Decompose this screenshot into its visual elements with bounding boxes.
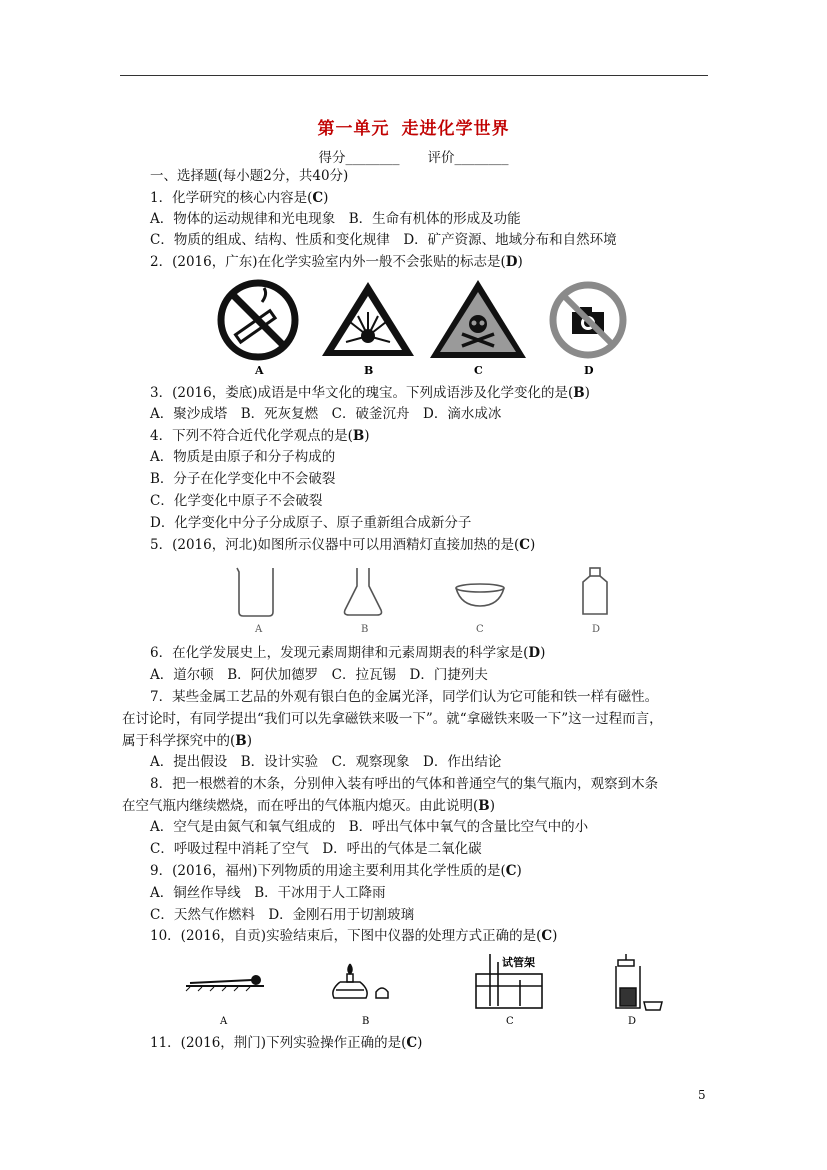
- rack-label: 试管架: [502, 956, 535, 969]
- question-4-option-d: D．化学变化中分子分成原子、原子重新组合成新分子: [150, 515, 472, 531]
- reagent-bottle-icon: [583, 568, 607, 614]
- answer: B: [352, 428, 365, 444]
- question-4-option-a: A．物质是由原子和分子构成的: [150, 449, 336, 465]
- question-3: 3．(2016，娄底)成语是中华文化的瑰宝。下列成语涉及化学变化的是(B): [150, 385, 590, 401]
- answer: B: [235, 733, 247, 749]
- option-label: C: [476, 624, 484, 635]
- evaporating-dish-icon: [456, 584, 504, 606]
- test-tube-on-table-icon: [186, 975, 264, 991]
- score-row: [0, 146, 827, 166]
- question-8-line-2: 在空气瓶内继续燃烧，而在呼出的气体瓶内熄灭。由此说明(B): [122, 798, 495, 814]
- explosive-warning-icon: [322, 282, 414, 356]
- question-4-option-c: C．化学变化中原子不会破裂: [150, 493, 323, 509]
- option-label: A: [220, 1016, 228, 1027]
- answer: B: [478, 798, 490, 814]
- answer: C: [505, 863, 517, 879]
- question-3-options: A．聚沙成塔 B．死灰复燃 C．破釜沉舟 D．滴水成冰: [150, 406, 502, 422]
- question-6-options: A．道尔顿 B．阿伏加德罗 C．拉瓦锡 D．门捷列夫: [150, 667, 488, 683]
- answer: D: [505, 254, 518, 270]
- question-7-line-3: 属于科学探究中的(B): [122, 733, 252, 749]
- no-smoking-sign-icon: [221, 283, 295, 357]
- option-label: C: [474, 364, 483, 377]
- question-9-options-2: C．天然气作燃料 D．金刚石用于切割玻璃: [150, 907, 415, 923]
- question-4-option-b: B．分子在化学变化中不会破裂: [150, 471, 336, 487]
- option-label: D: [584, 364, 594, 377]
- section-heading: 一、选择题(每小题2分，共40分): [150, 168, 349, 184]
- option-label: B: [362, 1016, 370, 1027]
- toxic-warning-icon: [430, 280, 526, 358]
- answer: D: [528, 645, 541, 661]
- option-label: A: [255, 364, 264, 377]
- question-9: 9．(2016，福州)下列物质的用途主要利用其化学性质的是(C): [150, 863, 522, 879]
- question-10: 10．(2016，自贡)实验结束后，下图中仪器的处理方式正确的是(C): [150, 928, 558, 944]
- answer: C: [519, 537, 530, 553]
- page-title: 第一单元 走进化学世界: [317, 119, 510, 139]
- option-label: B: [364, 364, 374, 377]
- page-number: 5: [698, 1088, 706, 1102]
- question-1-options-2: C．物质的组成、结构、性质和变化规律 D．矿产资源、地域分布和自然环境: [150, 232, 617, 248]
- answer: C: [541, 928, 553, 944]
- answer: B: [573, 385, 585, 401]
- question-11: 11．(2016，荆门)下列实验操作正确的是(C): [150, 1035, 423, 1051]
- beaker-icon: [237, 568, 273, 616]
- option-label: D: [592, 624, 601, 635]
- no-photography-sign-icon: [553, 285, 623, 355]
- signs-figure: [210, 276, 630, 380]
- question-7-options: A．提出假设 B．设计实验 C．观察现象 D．作出结论: [150, 754, 502, 770]
- question-1-options-1: A．物体的运动规律和光电现象 B．生命有机体的形成及功能: [150, 211, 521, 227]
- option-label: C: [506, 1016, 514, 1027]
- option-label: A: [255, 624, 263, 635]
- option-label: B: [361, 624, 369, 635]
- question-7-line-1: 7．某些金属工艺品的外观有银白色的金属光泽，同学们认为它可能和铁一样有磁性。: [150, 689, 659, 705]
- score-field[interactable]: 得分________: [318, 150, 400, 166]
- apparatus-figure: [180, 950, 670, 1030]
- question-1: 1．化学研究的核心内容是(C): [150, 190, 329, 206]
- question-5: 5．(2016，河北)如图所示仪器中可以用酒精灯直接加热的是(C): [150, 537, 536, 553]
- gas-jar-icon: [616, 954, 662, 1010]
- question-8-options-2: C．呼吸过程中消耗了空气 D．呼出的气体是二氧化碳: [150, 841, 482, 857]
- question-6: 6．在化学发展史上，发现元素周期律和元素周期表的科学家是(D): [150, 645, 546, 661]
- question-4: 4．下列不符合近代化学观点的是(B): [150, 428, 370, 444]
- header-rule: [120, 75, 708, 76]
- evaluation-field[interactable]: 评价________: [427, 150, 509, 166]
- conical-flask-icon: [345, 568, 382, 615]
- answer: C: [406, 1035, 418, 1051]
- answer: C: [312, 190, 324, 206]
- question-2: 2．(2016，广东)在化学实验室内外一般不会张贴的标志是(D): [150, 254, 523, 270]
- glassware-figure: [225, 562, 625, 636]
- question-7-line-2: 在讨论时，有同学提出“我们可以先拿磁铁来吸一下”。就“拿磁铁来吸一下”这一过程而言，: [122, 711, 663, 727]
- alcohol-lamp-icon: [333, 964, 388, 998]
- option-label: D: [628, 1016, 637, 1027]
- question-8-options-1: A．空气是由氮气和氧气组成的 B．呼出气体中氧气的含量比空气中的小: [150, 819, 589, 835]
- question-9-options-1: A．铜丝作导线 B．干冰用于人工降雨: [150, 885, 386, 901]
- question-8-line-1: 8．把一根燃着的木条，分别伸入装有呼出的气体和普通空气的集气瓶内，观察到木条: [150, 776, 659, 792]
